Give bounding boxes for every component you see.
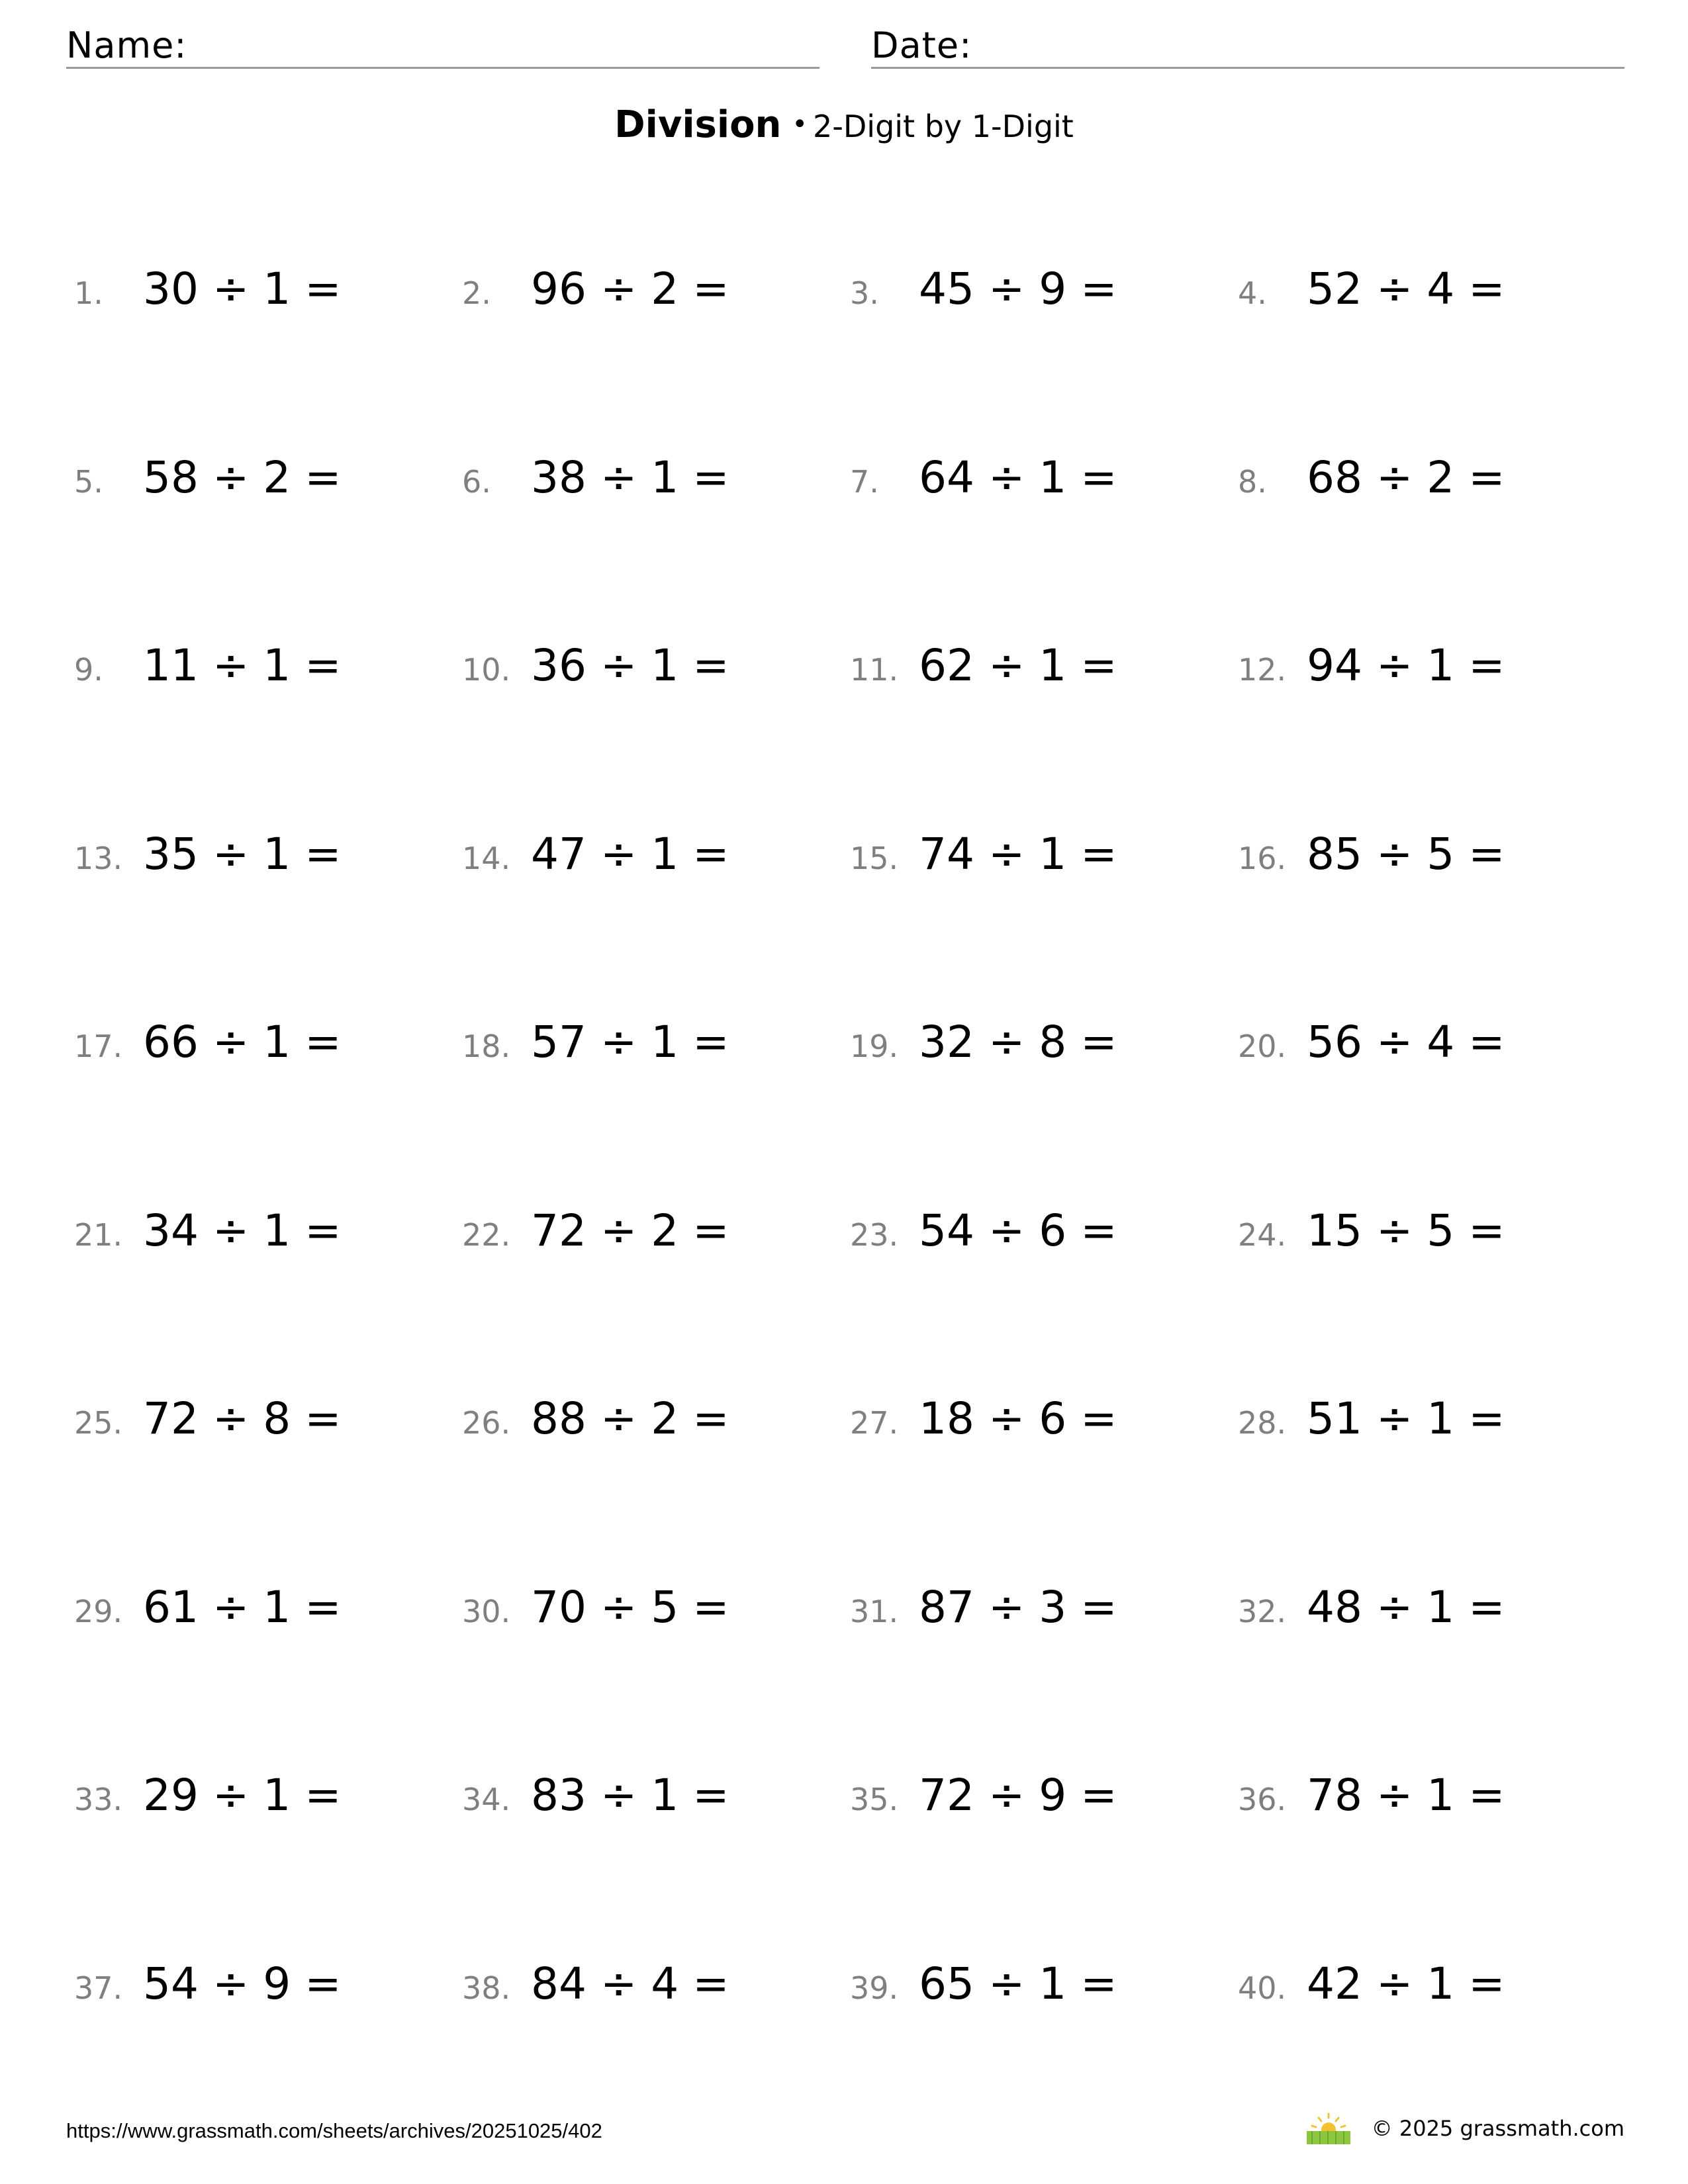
problem-number: 9.: [74, 652, 103, 688]
problem-expression: 48 ÷ 1 =: [1307, 1581, 1505, 1633]
problem-expression: 64 ÷ 1 =: [919, 451, 1117, 503]
problem-number: 38.: [462, 1970, 511, 2006]
problem-expression: 15 ÷ 5 =: [1307, 1205, 1505, 1256]
problem-number: 11.: [850, 652, 899, 688]
problem-expression: 78 ÷ 1 =: [1307, 1770, 1505, 1821]
name-label: Name:: [66, 24, 187, 66]
problem-number: 36.: [1238, 1782, 1287, 1817]
problem-expression: 84 ÷ 4 =: [531, 1958, 729, 2009]
problem-number: 2.: [462, 275, 491, 311]
problem-expression: 68 ÷ 2 =: [1307, 451, 1505, 503]
problem-expression: 29 ÷ 1 =: [143, 1770, 342, 1821]
problem-expression: 45 ÷ 9 =: [919, 263, 1117, 314]
problem-expression: 38 ÷ 1 =: [531, 451, 729, 503]
problem-expression: 56 ÷ 4 =: [1307, 1017, 1505, 1068]
problem-expression: 88 ÷ 2 =: [531, 1393, 729, 1444]
problem-number: 35.: [850, 1782, 899, 1817]
problem-expression: 32 ÷ 8 =: [919, 1017, 1117, 1068]
problem-expression: 47 ÷ 1 =: [531, 828, 729, 880]
problem-expression: 65 ÷ 1 =: [919, 1958, 1117, 2009]
problem-expression: 62 ÷ 1 =: [919, 640, 1117, 691]
problem-expression: 94 ÷ 1 =: [1307, 640, 1505, 691]
problem-expression: 72 ÷ 9 =: [919, 1770, 1117, 1821]
footer-brand: [1305, 2111, 1624, 2146]
problem-expression: 66 ÷ 1 =: [143, 1017, 342, 1068]
problem-number: 26.: [462, 1405, 511, 1441]
problem-expression: 54 ÷ 9 =: [143, 1958, 342, 2009]
problem-number: 37.: [74, 1970, 123, 2006]
problem-number: 21.: [74, 1216, 123, 1253]
sun-over-grass-icon: [1305, 2111, 1352, 2146]
problem-number: 29.: [74, 1593, 123, 1629]
problem-expression: 61 ÷ 1 =: [143, 1581, 342, 1633]
title-subtitle: 2-Digit by 1-Digit: [813, 109, 1074, 144]
problem-number: 34.: [462, 1782, 511, 1817]
problem-number: 12.: [1238, 652, 1287, 688]
problem-expression: 51 ÷ 1 =: [1307, 1393, 1505, 1444]
problem-number: 32.: [1238, 1593, 1287, 1629]
problem-expression: 54 ÷ 6 =: [919, 1205, 1117, 1256]
problem-number: 22.: [462, 1216, 511, 1253]
problem-number: 28.: [1238, 1405, 1287, 1441]
problem-number: 18.: [462, 1028, 511, 1064]
title-separator: •: [792, 109, 808, 140]
footer-url: https://www.grassmath.com/sheets/archives/20251025/402: [66, 2119, 602, 2142]
problem-number: 19.: [850, 1028, 899, 1064]
problem-expression: 72 ÷ 2 =: [531, 1205, 729, 1256]
problem-number: 3.: [850, 275, 879, 311]
problem-expression: 35 ÷ 1 =: [143, 828, 342, 880]
problem-expression: 11 ÷ 1 =: [143, 640, 342, 691]
problem-number: 25.: [74, 1405, 123, 1441]
problem-expression: 72 ÷ 8 =: [143, 1393, 342, 1444]
worksheet-title: [0, 103, 1688, 146]
problem-number: 24.: [1238, 1216, 1287, 1253]
problem-number: 17.: [74, 1028, 123, 1064]
problem-expression: 52 ÷ 4 =: [1307, 263, 1505, 314]
problem-number: 20.: [1238, 1028, 1287, 1064]
problem-expression: 96 ÷ 2 =: [531, 263, 729, 314]
problem-number: 13.: [74, 840, 123, 876]
problem-expression: 36 ÷ 1 =: [531, 640, 729, 691]
problem-number: 7.: [850, 463, 879, 500]
problem-expression: 57 ÷ 1 =: [531, 1017, 729, 1068]
problem-expression: 74 ÷ 1 =: [919, 828, 1117, 880]
problem-number: 33.: [74, 1782, 123, 1817]
problem-number: 40.: [1238, 1970, 1287, 2006]
problem-expression: 70 ÷ 5 =: [531, 1581, 729, 1633]
problem-number: 39.: [850, 1970, 899, 2006]
problem-expression: 34 ÷ 1 =: [143, 1205, 342, 1256]
problem-number: 8.: [1238, 463, 1267, 500]
problem-number: 1.: [74, 275, 103, 311]
problem-expression: 42 ÷ 1 =: [1307, 1958, 1505, 2009]
problem-number: 23.: [850, 1216, 899, 1253]
problem-number: 31.: [850, 1593, 899, 1629]
problem-expression: 85 ÷ 5 =: [1307, 828, 1505, 880]
problem-number: 6.: [462, 463, 491, 500]
problem-expression: 18 ÷ 6 =: [919, 1393, 1117, 1444]
title-main: Division: [614, 103, 782, 146]
problem-number: 10.: [462, 652, 511, 688]
problem-expression: 83 ÷ 1 =: [531, 1770, 729, 1821]
problem-number: 15.: [850, 840, 899, 876]
date-label: Date:: [871, 24, 972, 66]
problem-number: 5.: [74, 463, 103, 500]
problem-number: 4.: [1238, 275, 1267, 311]
name-field[interactable]: [66, 24, 820, 69]
problem-number: 14.: [462, 840, 511, 876]
problem-expression: 58 ÷ 2 =: [143, 451, 342, 503]
problem-expression: 87 ÷ 3 =: [919, 1581, 1117, 1633]
footer-copyright: © 2025 grassmath.com: [1371, 2116, 1624, 2141]
problem-number: 27.: [850, 1405, 899, 1441]
date-field[interactable]: [871, 24, 1624, 69]
problem-expression: 30 ÷ 1 =: [143, 263, 342, 314]
problem-number: 16.: [1238, 840, 1287, 876]
problem-number: 30.: [462, 1593, 511, 1629]
